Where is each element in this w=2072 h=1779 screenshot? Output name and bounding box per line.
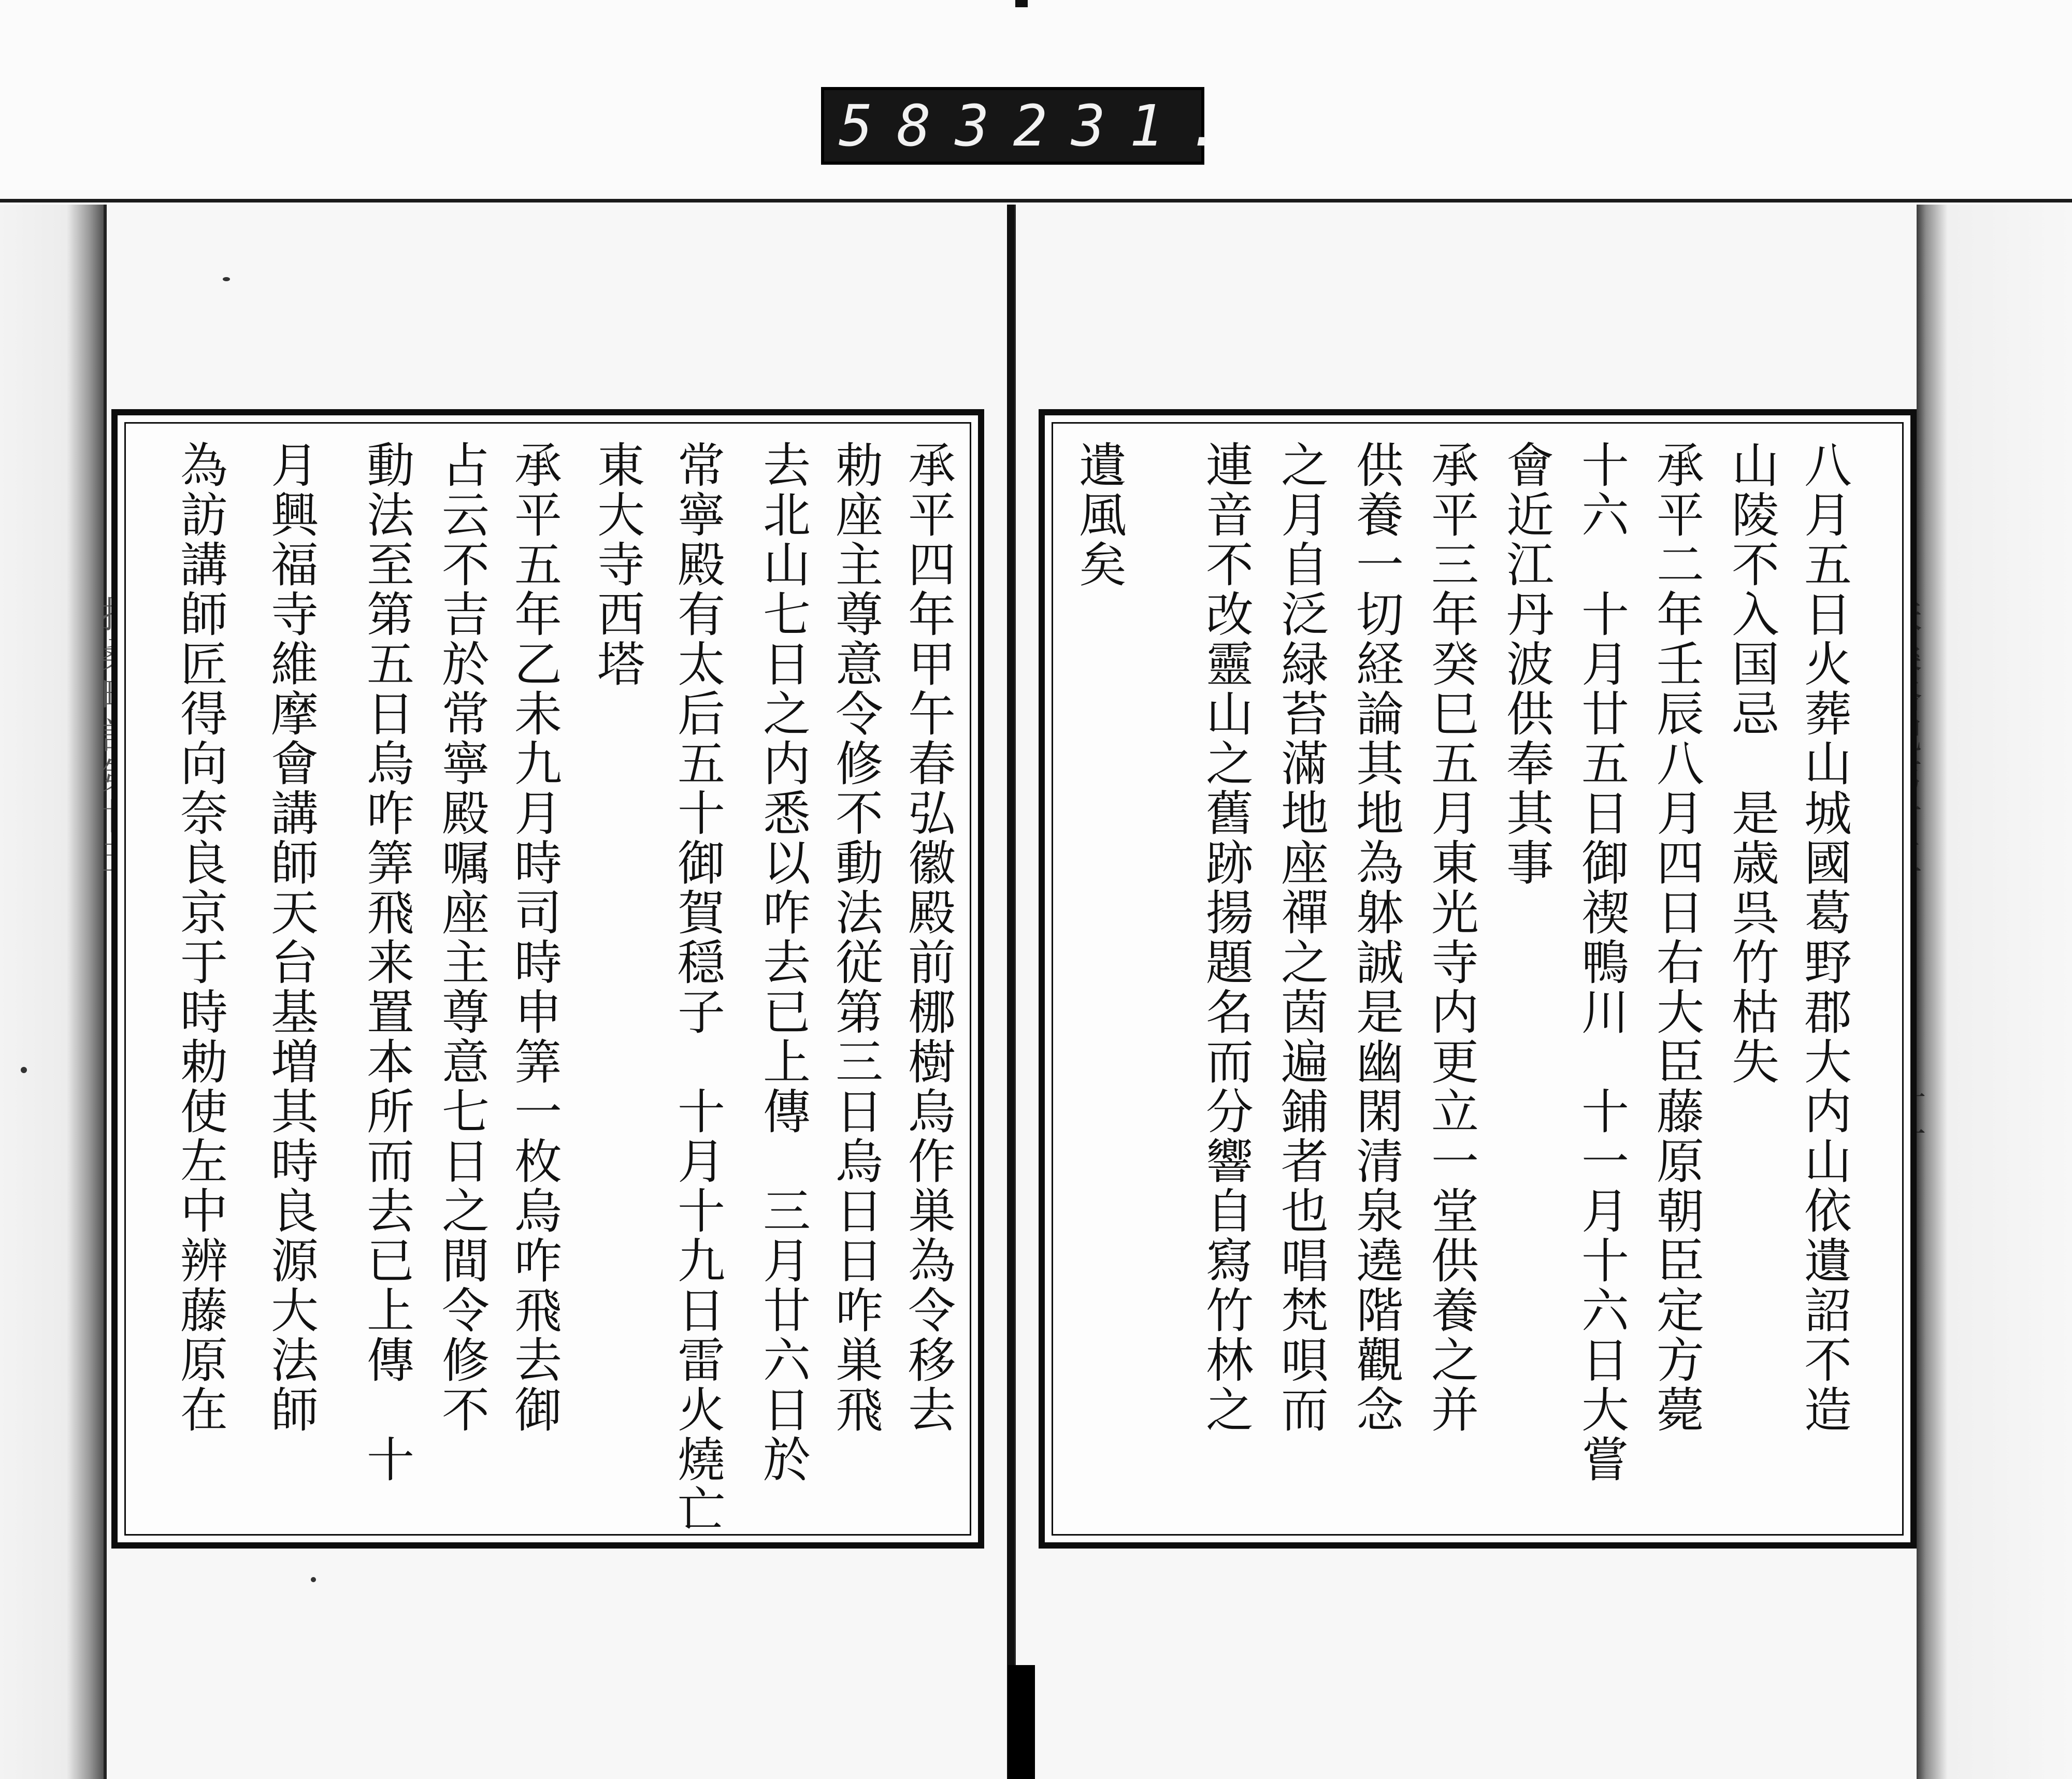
left-page-stack [0,205,111,1779]
text-column: 承平三年癸巳五月東光寺内更立一堂供養之并 [1423,440,1479,1435]
text-column: 動法至第五日烏咋筭飛来置本所而去已上傳 十 [359,440,414,1484]
text-column: 為訪講師匠得向奈良京于時勅使左中辨藤原在 [172,440,228,1435]
book-spine [1007,205,1014,1779]
text-column: 勅座主尊意令修不動法従第三日烏日日咋巣飛 [828,440,883,1435]
top-rule [0,199,2072,203]
text-column: 常寧殿有太后五十御賀穏子 十月十九日雷火燒亡 [670,440,725,1534]
catalog-number-plate [821,87,1246,165]
text-column: 八月五日火葬山城國葛野郡大内山依遺詔不造 [1796,440,1852,1435]
top-edge-mark [1015,0,1028,7]
text-column: 承平二年壬辰八月四日右大臣藤原朝臣定方薨 [1649,440,1704,1435]
text-column: 承平四年甲午春弘徽殿前梛樹烏作巣為令移去 [900,440,956,1435]
text-column: 占云不吉於常寧殿嘱座主尊意七日之間令修不 [434,440,490,1435]
text-column: 供養一切経論其地為躰誠是幽閑清泉遶階觀念 [1348,440,1404,1435]
right-page-edge [1917,205,2072,1779]
catalog-number-a: 583 [839,93,1013,159]
speck [311,1577,316,1582]
text-column: 去北山七日之内悉以咋去已上傳 三月廿六日於 [755,440,811,1484]
text-column: 會近江丹波供奉其事 [1499,440,1554,888]
text-column: 山陵不入国忌 是歳呉竹枯失 [1724,440,1779,1087]
text-column: 遺風矣 [1071,440,1127,589]
text-column: 承平五年乙未九月時司時申筭一枚烏咋飛去御 [507,440,562,1435]
catalog-number-b: 231. [1013,93,1246,159]
text-column: 東大寺西塔 [589,440,645,689]
speck [223,277,230,281]
text-column: 十六 十月廿五日御禊鴨川 十一月十六日大嘗 [1574,440,1629,1484]
spine-shadow [1008,1665,1035,1779]
text-column: 月興福寺維摩會講師天台基増其時良源大法師 [263,440,319,1435]
text-column: 連音不改靈山之舊跡揚題名而分響自寫竹林之 [1198,440,1254,1435]
text-column: 之月自泛緑苔滿地座禪之茵遍鋪者也唱梵唄而 [1273,440,1329,1435]
speck [21,1067,27,1073]
